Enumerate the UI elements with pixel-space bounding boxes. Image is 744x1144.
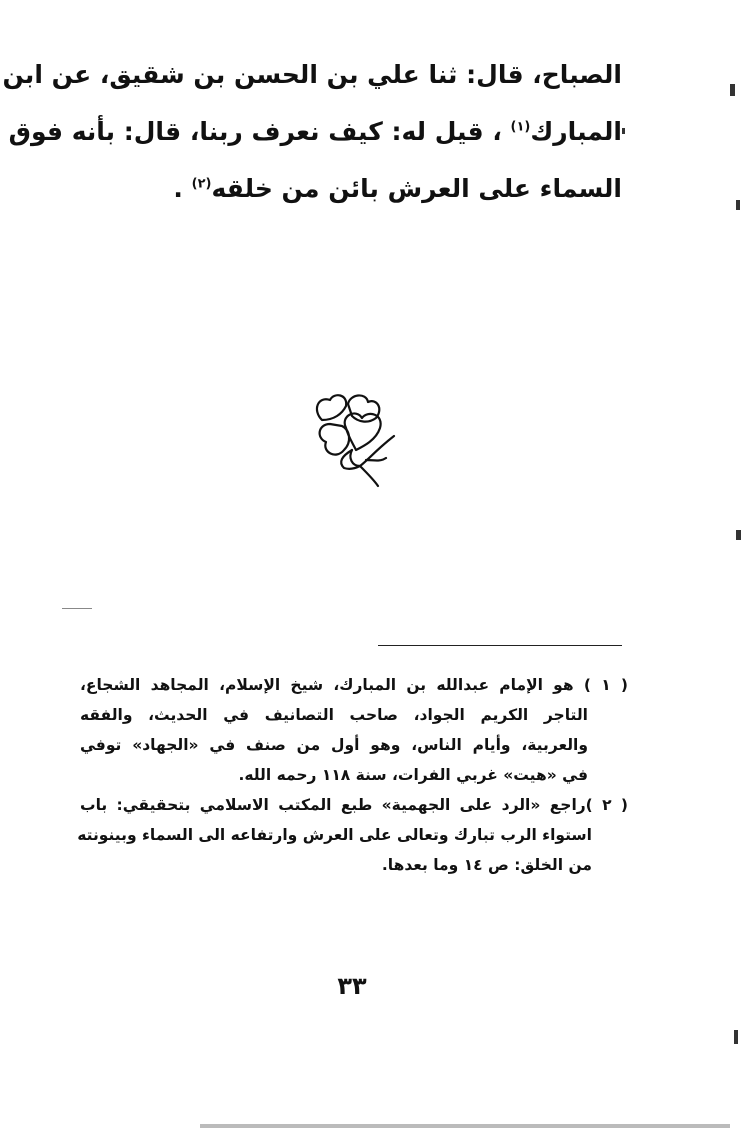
footnote-ref-2: (٢) [191, 176, 212, 192]
main-text-block [2, 46, 622, 217]
main-text-line [2, 46, 622, 103]
scan-speck [730, 84, 735, 96]
footnote-1-line: ( ١ ) هو الإمام عبدالله بن المبارك، شيخ الإسلام، المجاهد الشجاع، [80, 676, 628, 694]
scan-speck [200, 1124, 730, 1128]
footnote-2-line: استواء الرب تبارك وتعالى على العرش وارتفاعه الى السماء وبينونته [77, 826, 592, 844]
footnote-1-line: التاجر الكريم الجواد، صاحب التصانيف في الحديث، والفقه [80, 706, 588, 724]
main-line-3-end: . [173, 174, 183, 203]
main-line-1: الصباح، قال: ثنا علي بن الحسن بن شقيق، عن ابن [2, 60, 622, 89]
main-line-2-start: المبارك [530, 117, 622, 146]
main-line-3-start: السماء على العرش بائن من خلقه [211, 174, 622, 203]
scan-speck [736, 530, 741, 540]
scan-speck [622, 128, 625, 134]
footnotes-block [77, 670, 628, 880]
footnote-1-line: في «هيت» غربي الفرات، سنة ١١٨ رحمه الله. [238, 766, 588, 784]
footnote-1-line: والعربية، وأيام الناس، وهو أول من صنف في «الجهاد» توفي [80, 736, 588, 754]
footnote-2-line: من الخلق: ص ١٤ وما بعدها. [381, 856, 592, 874]
scan-speck [736, 200, 740, 210]
footnote-2-line: ( ٢ )راجع «الرد على الجهمية» طبع المكتب الاسلامي بتحقيقي: باب [80, 796, 628, 814]
footnote-separator [378, 645, 622, 646]
flower-ornament-icon [308, 390, 404, 490]
main-line-2-end: ، قيل له: كيف نعرف ربنا، قال: بأنه فوق [8, 117, 502, 146]
page-number: ٣٣ [337, 972, 367, 1000]
main-text-line [8, 103, 622, 160]
scan-speck [62, 608, 92, 609]
main-text-line [70, 160, 622, 217]
scan-speck [734, 1030, 738, 1044]
footnote-ref-1: (١) [510, 119, 531, 135]
